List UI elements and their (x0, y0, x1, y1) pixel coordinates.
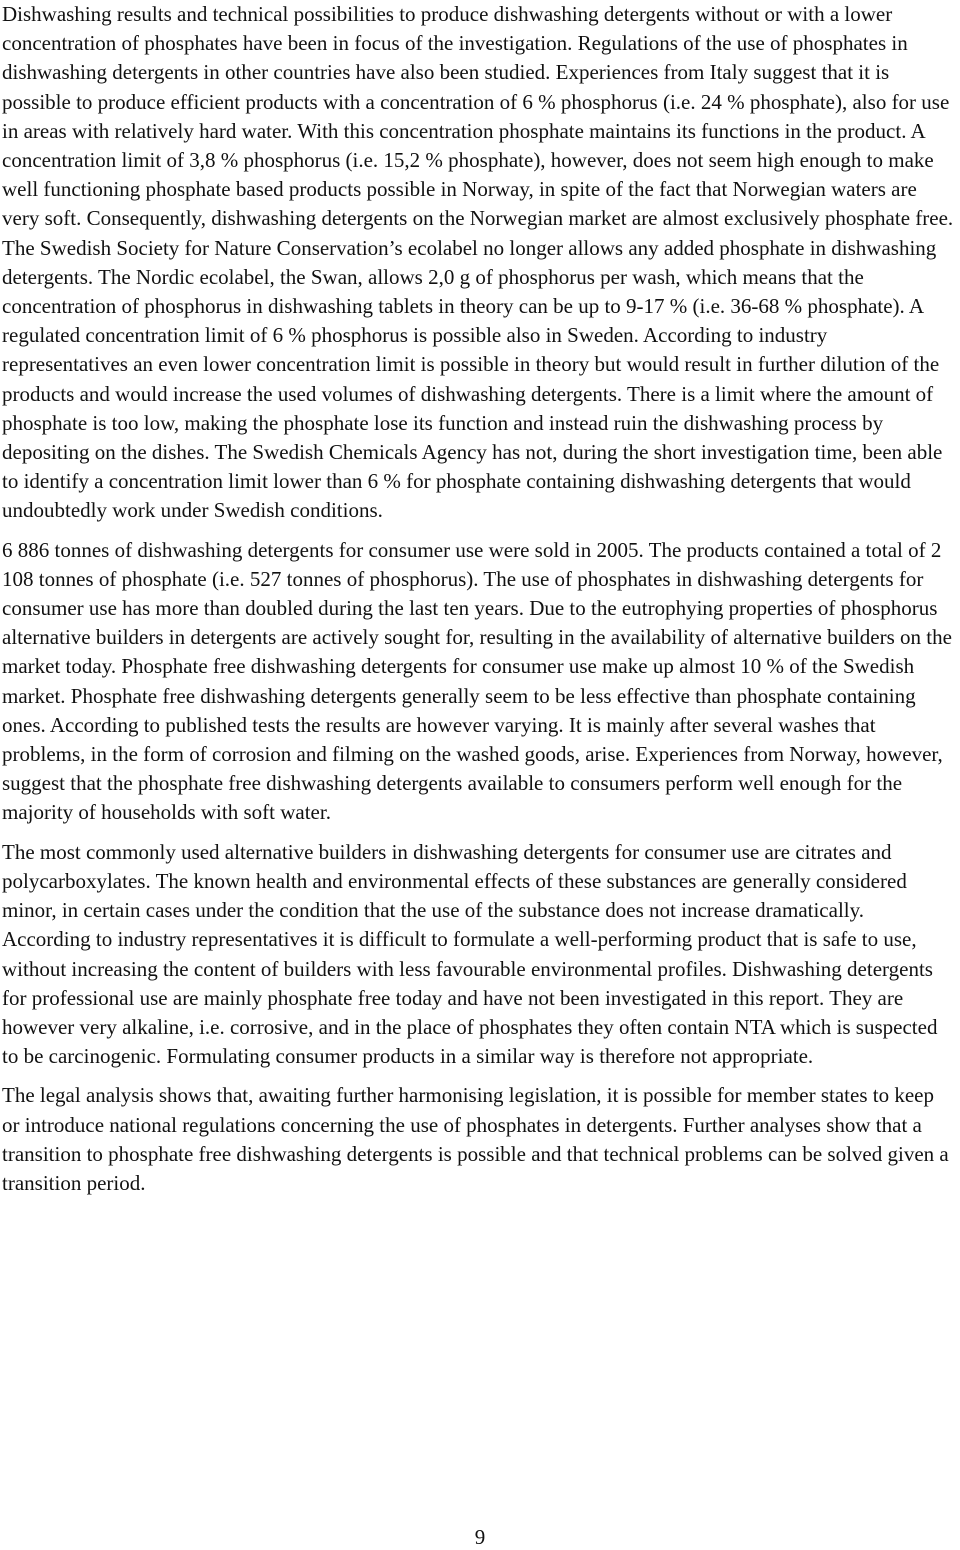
paragraph-tonnes-sold: 6 886 tonnes of dishwashing detergents for consumer use were sold in 2005. The products contained a total of 2 108 tonnes of phosphate (i.e. 527 tonnes of phosphorus). The use of phosphates in dishwashing detergents for consumer use has more than doubled during the last ten years. Due to the eutrophying properties of phosphorus alternative builders in detergents are actively sought for, resulting in the availability of alternative builders on the market today. Phosphate free dishwashing detergents for consumer use make up almost 10 % of the Swedish market. Phosphate free dishwashing detergents generally seem to be less effective than phosphate containing ones. According to published tests the results are however varying. It is mainly after several washes that problems, in the form of corrosion and filming on the washed goods, arise. Experiences from Norway, however, suggest that the phosphate free dishwashing detergents available to consumers perform well enough for the majority of households with soft water. (2, 537, 952, 825)
paragraph-alternative-builders: The most commonly used alternative builders in dishwashing detergents for consumer use are citrates and polycarboxylates. The known health and environmental effects of these substances are generally considered minor, in certain cases under the condition that the use of the substance does not increase dramatically. According to industry representatives it is difficult to formulate a well-performing product that is safe to use, without increasing the content of builders with less favourable environmental profiles. Dishwashing detergents for professional use are mainly phosphate free today and have not been investigated in this report. They are however very alkaline, i.e. corrosive, and in the place of phosphates they often contain NTA which is suspected to be carcinogenic. Formulating consumer products in a similar way is therefore not appropriate. (2, 839, 938, 1069)
paragraph-legal-analysis: The legal analysis shows that, awaiting further harmonising legislation, it is possible for member states to keep or introduce national regulations concerning the use of phosphates in detergents. Further analyses show that a transition to phosphate free dishwashing detergents is possible and that technical problems can be solved given a transition period. (2, 1083, 949, 1195)
page-number: 9 (474, 1525, 486, 1549)
paragraph-dishwashing-results: Dishwashing results and technical possibilities to produce dishwashing detergents without or with a lower concentration of phosphates have been in focus of the investigation. Regulations of the use of phosphates in dishwashing detergents in other countries have also been studied. Experiences from Italy suggest that it is possible to produce efficient products with a concentration of 6 % phosphorus (i.e. 24 % phosphate), also for use in areas with relatively hard water. With this concentration phosphate maintains its functions in the product. A concentration limit of 3,8 % phosphorus (i.e. 15,2 % phosphate), however, does not seem high enough to make well functioning phosphate based products possible in Norway, in spite of the fact that Norwegian waters are very soft. Consequently, dishwashing detergents on the Norwegian market are almost exclusively phosphate free. The Swedish Society for Nature Conservation’s ecolabel no longer allows any added phosphate in dishwashing detergents. The Nordic ecolabel, the Swan, allows 2,0 g of phosphorus per wash, which means that the concentration of phosphorus in dishwashing tablets in theory can be up to 9-17 % (i.e. 36-68 % phosphate). A regulated concentration limit of 6 % phosphorus is possible also in Sweden. According to industry representatives an even lower concentration limit is possible in theory but would result in further dilution of the products and would increase the used volumes of dishwashing detergents. There is a limit where the amount of phosphate is too low, making the phosphate lose its function and instead ruin the dishwashing process by depositing on the dishes. The Swedish Chemicals Agency has not, during the short investigation time, been able to identify a concentration limit lower than 6 % for phosphate containing dishwashing detergents that would undoubtedly work under Swedish conditions. (2, 2, 954, 523)
